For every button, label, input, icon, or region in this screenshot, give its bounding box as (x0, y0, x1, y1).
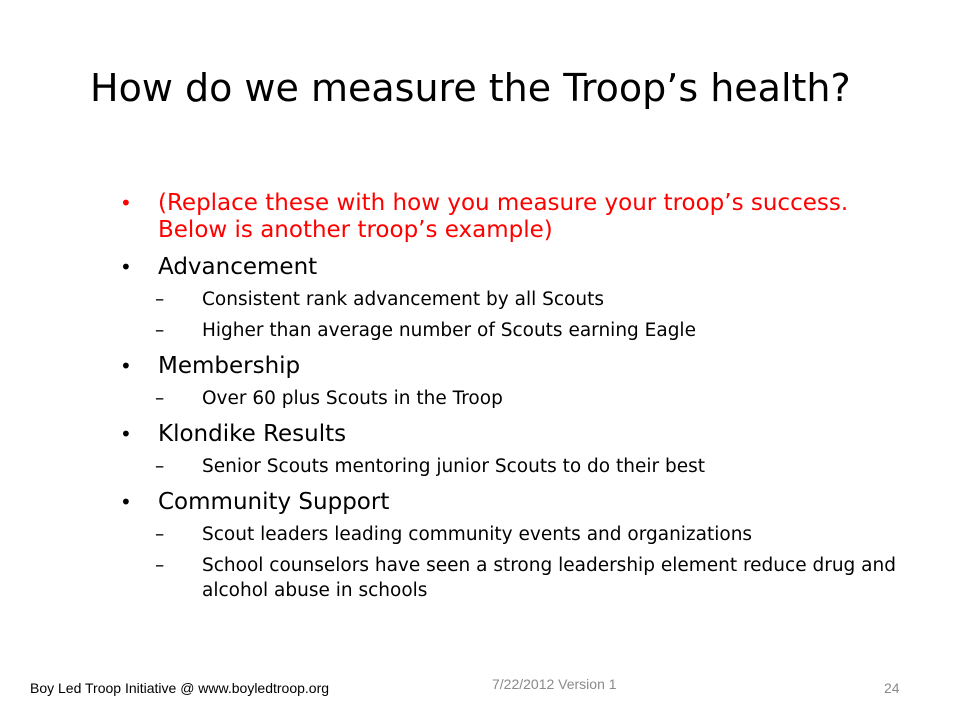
dash-icon: – (155, 555, 165, 576)
bullet-item-membership (120, 353, 920, 411)
bullet-icon: • (120, 490, 132, 514)
bullet-icon: • (120, 191, 132, 215)
dash-icon: – (155, 289, 165, 310)
dash-icon: – (155, 456, 165, 477)
sub-list (155, 454, 920, 479)
sub-item (155, 386, 920, 411)
sub-list (155, 522, 920, 603)
bullet-icon: • (120, 354, 132, 378)
dash-icon: – (155, 524, 165, 545)
bullet-list (120, 190, 920, 603)
sub-text: Scout leaders leading community events and organizations (202, 524, 753, 545)
sub-item (155, 454, 920, 479)
bullet-item-advancement (120, 254, 920, 343)
sub-text: Over 60 plus Scouts in the Troop (202, 388, 503, 409)
dash-icon: – (155, 388, 165, 409)
bullet-text: Membership (158, 353, 301, 379)
bullet-icon: • (120, 422, 132, 446)
bullet-item-klondike-results (120, 421, 920, 479)
dash-icon: – (155, 320, 165, 341)
sub-item (155, 553, 920, 603)
bullet-icon: • (120, 255, 132, 279)
slide-title: How do we measure the Troop’s health? (90, 66, 851, 110)
bullet-item-replace-note (120, 190, 920, 244)
sub-text: Senior Scouts mentoring junior Scouts to do their best (202, 456, 705, 477)
footer-website: Boy Led Troop Initiative @ www.boyledtroop.org (30, 680, 330, 696)
bullet-item-community-support (120, 489, 920, 603)
slide-number: 24 (884, 680, 900, 696)
sub-item (155, 522, 920, 547)
bullet-text: (Replace these with how you measure your troop’s success. Below is another troop’s example) (158, 190, 849, 243)
sub-text: Consistent rank advancement by all Scouts (202, 289, 604, 310)
bullet-text: Klondike Results (158, 421, 347, 447)
sub-text: Higher than average number of Scouts earning Eagle (202, 320, 696, 341)
sub-item (155, 318, 920, 343)
bullet-text: Community Support (158, 489, 390, 515)
footer-date-version: 7/22/2012 Version 1 (492, 676, 617, 692)
sub-list (155, 386, 920, 411)
sub-item (155, 287, 920, 312)
sub-text: School counselors have seen a strong leadership element reduce drug and alcohol abuse in schools (202, 555, 896, 601)
sub-list (155, 287, 920, 343)
bullet-text: Advancement (158, 254, 318, 280)
